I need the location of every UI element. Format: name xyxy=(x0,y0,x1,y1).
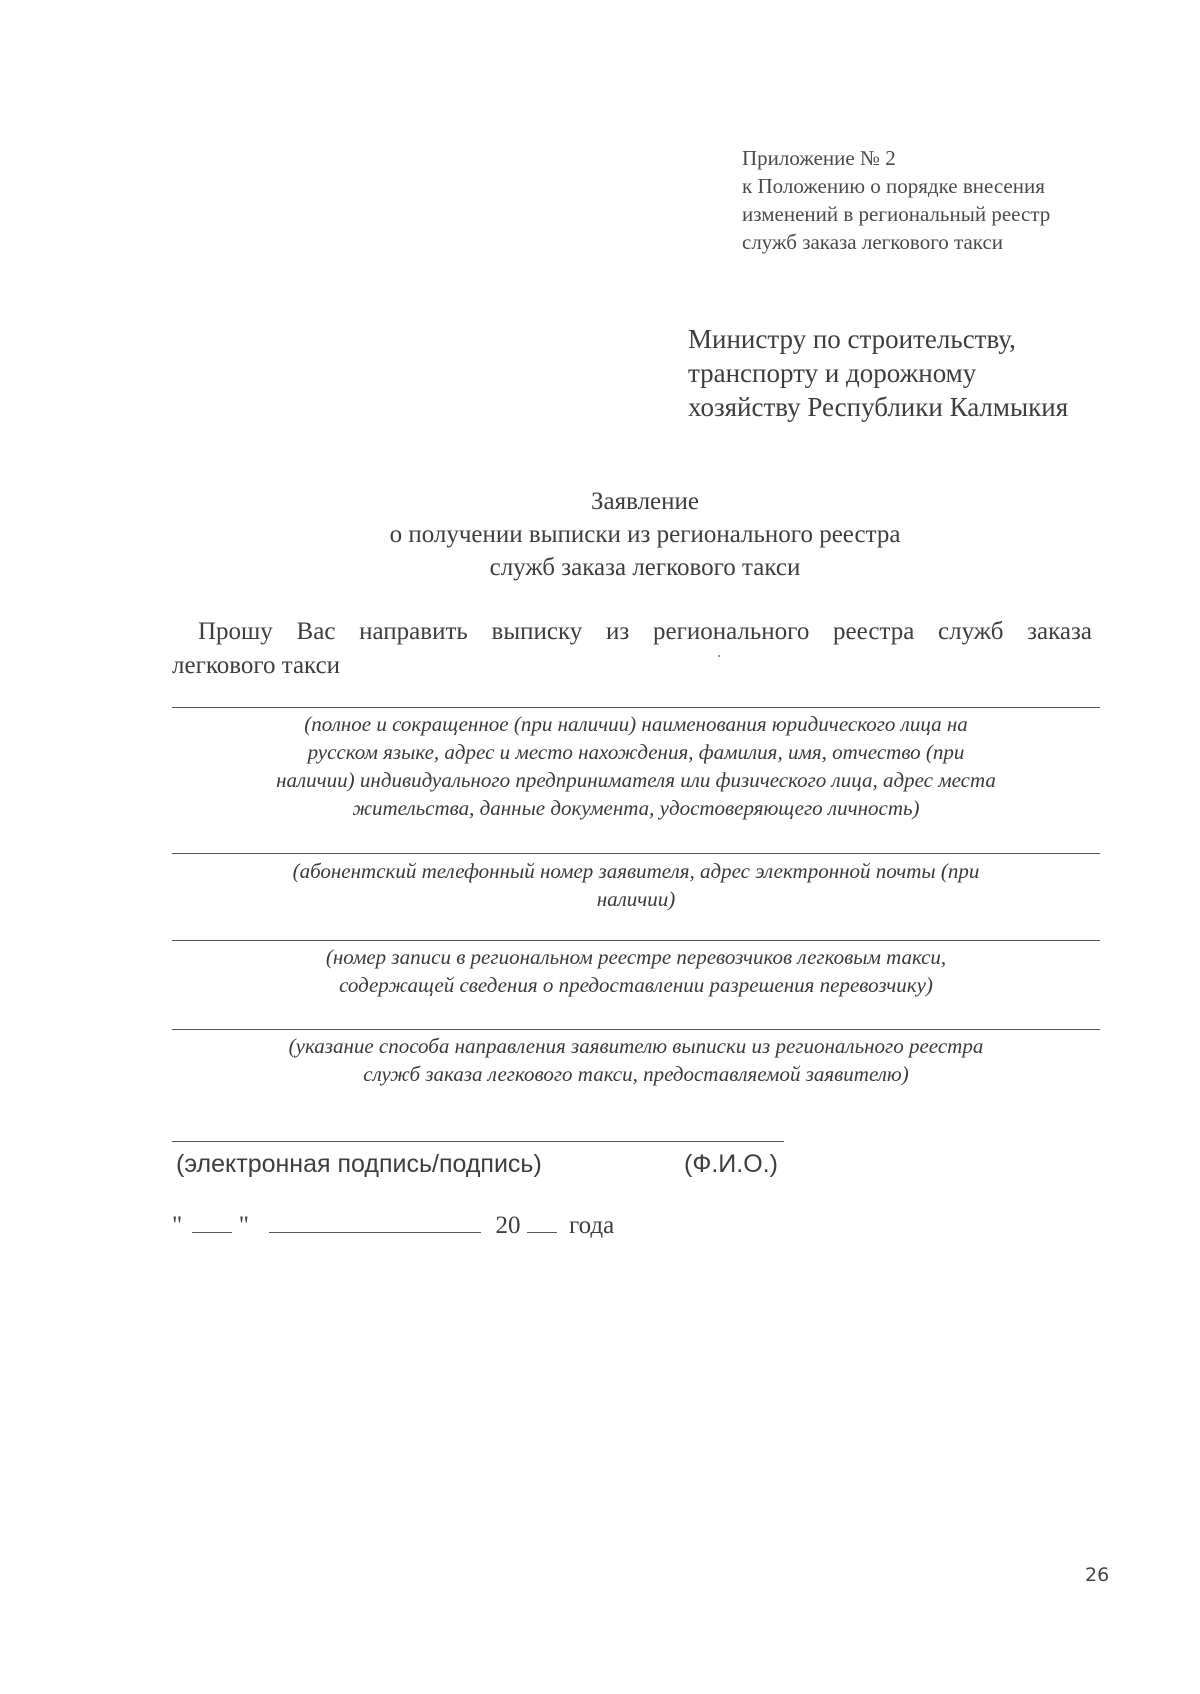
appendix-line: Приложение № 2 xyxy=(742,146,896,170)
hint-line: наличии) индивидуального предпринимателя или физического лица, адрес места xyxy=(276,768,996,792)
request-line: Прошу Вас направить выписку из регионального реестра служб заказа xyxy=(198,618,1092,645)
contact-details-hint xyxy=(172,857,1100,913)
quote-open: " xyxy=(172,1212,183,1239)
hint-line: содержащей сведения о предоставлении разрешения перевозчику) xyxy=(339,973,933,997)
hint-line: служб заказа легкового такси, предоставляемой заявителю) xyxy=(363,1062,909,1086)
appendix-line: к Положению о порядке внесения xyxy=(742,174,1045,198)
hint-line: (указание способа направления заявителю выписки из регионального реестра xyxy=(288,1034,984,1058)
applicant-details-line[interactable] xyxy=(172,707,1100,708)
addressee-line: хозяйству Республики Калмыкия xyxy=(688,392,1069,422)
hint-line: (абонентский телефонный номер заявителя, адрес электронной почты (при xyxy=(292,859,980,883)
day-blank[interactable] xyxy=(192,1210,232,1233)
applicant-details-hint xyxy=(172,710,1100,822)
date-row xyxy=(172,1210,614,1242)
hint-line: (полное и сокращенное (при наличии) наименования юридического лица на xyxy=(304,712,968,736)
signature-line[interactable] xyxy=(172,1141,784,1142)
title-line: о получении выписки из регионального реестра xyxy=(389,521,901,548)
hint-line: наличии) xyxy=(596,887,676,911)
appendix-line: служб заказа легкового такси xyxy=(742,230,1004,254)
hint-line: жительства, данные документа, удостоверяющего личность) xyxy=(352,796,920,820)
addressee-block xyxy=(688,322,1068,424)
signature-label: (электронная подпись/подпись) xyxy=(176,1150,542,1178)
registry-record-hint xyxy=(172,943,1100,999)
hint-line: (номер записи в региональном реестре перевозчиков легковым такси, xyxy=(325,945,947,969)
title-line: служб заказа легкового такси xyxy=(489,554,801,581)
request-line: легкового такси xyxy=(172,652,341,679)
delivery-method-hint xyxy=(172,1032,1100,1088)
title-line: Заявление xyxy=(590,488,700,515)
contact-details-line[interactable] xyxy=(172,853,1100,854)
delivery-method-line[interactable] xyxy=(172,1029,1100,1030)
addressee-line: Министру по строительству, xyxy=(688,324,1016,354)
appendix-header xyxy=(742,144,1050,256)
year-blank[interactable] xyxy=(527,1210,557,1233)
full-name-label: (Ф.И.О.) xyxy=(684,1150,778,1178)
addressee-line: транспорту и дорожному xyxy=(688,358,977,388)
scan-speck xyxy=(718,655,720,657)
year-suffix: года xyxy=(568,1212,615,1239)
appendix-line: изменений в региональный реестр xyxy=(742,202,1051,226)
page-number: 26 xyxy=(1085,1564,1110,1586)
request-paragraph xyxy=(172,615,1092,683)
quote-close: " xyxy=(238,1212,249,1239)
hint-line: русском языке, адрес и место нахождения, фамилия, имя, отчество (при xyxy=(307,740,965,764)
registry-record-line[interactable] xyxy=(172,940,1100,941)
year-prefix: 20 xyxy=(495,1212,521,1239)
month-blank[interactable] xyxy=(269,1210,481,1233)
document-title xyxy=(300,485,990,584)
